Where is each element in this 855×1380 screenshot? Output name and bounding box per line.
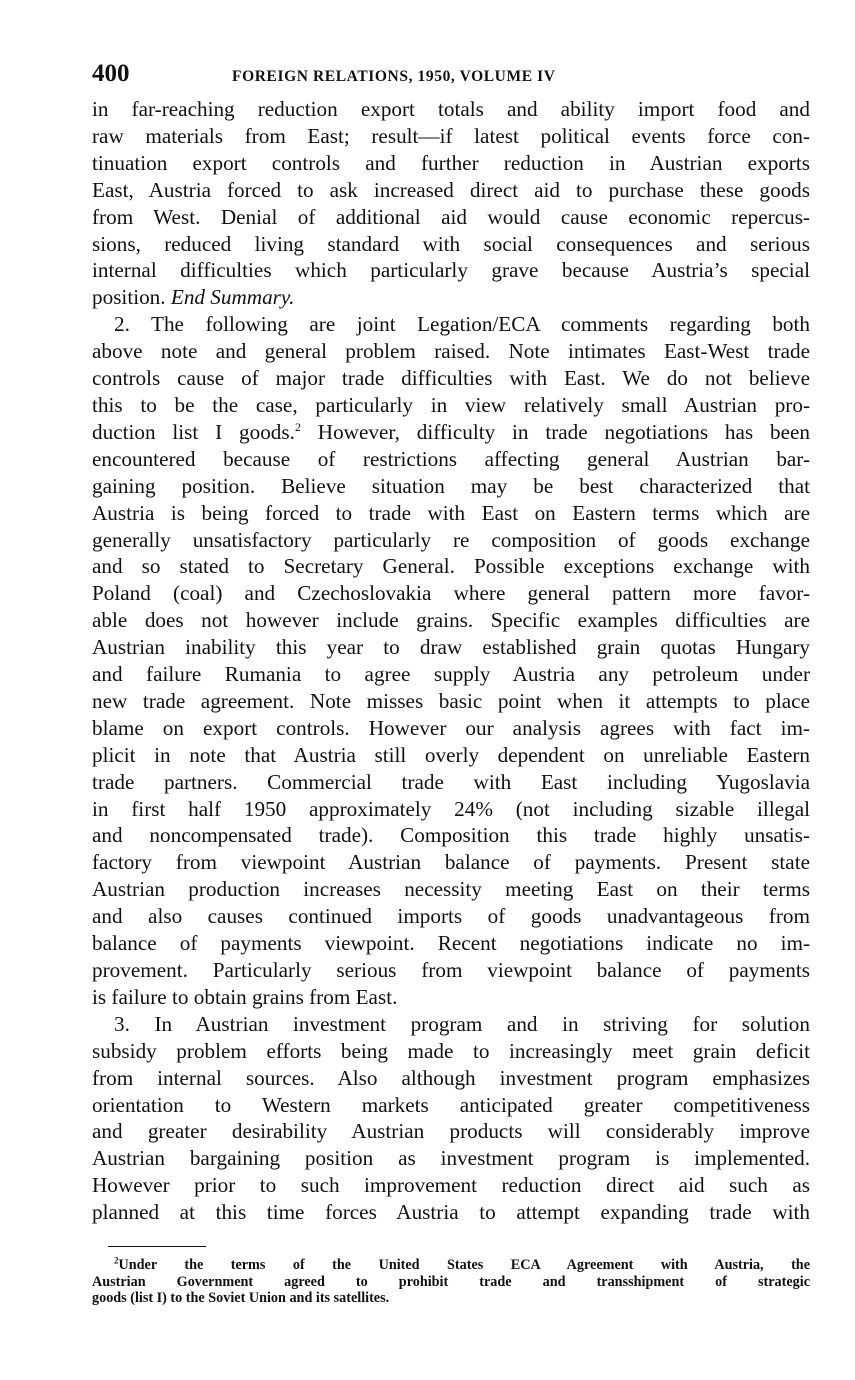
text-line: plicit in note that Austria still overly dependent on unreliable Eastern	[92, 742, 810, 767]
text-line: this to be the case, particularly in view relatively small Austrian pro-	[92, 392, 810, 417]
text-line: in first half 1950 approximately 24% (not including sizable illegal	[92, 796, 810, 821]
text-line	[92, 284, 810, 311]
text-line: However prior to such improvement reduction direct aid such as	[92, 1173, 810, 1198]
text-line: and failure Rumania to agree supply Austria any petroleum under	[92, 662, 810, 687]
text-line: Austrian production increases necessity meeting East on their terms	[92, 877, 810, 902]
text-line: subsidy problem efforts being made to increasingly meet grain deficit	[92, 1038, 810, 1063]
text-line: and greater desirability Austrian products will considerably improve	[92, 1119, 810, 1144]
paragraph-2	[92, 311, 810, 1011]
text-line: gaining position. Believe situation may be best characterized that	[92, 473, 810, 498]
text-line: trade partners. Commercial trade with East including Yugoslavia	[92, 769, 810, 794]
text-line: orientation to Western markets anticipated greater competitiveness	[92, 1092, 810, 1117]
footnote-line: goods (list I) to the Soviet Union and its satellites.	[92, 1290, 390, 1307]
text-line: internal difficulties which particularly grave because Austria’s special	[92, 258, 810, 283]
footnote-mark: 2	[114, 1255, 119, 1266]
text-line: East, Austria forced to ask increased direct aid to purchase these goods	[92, 177, 810, 202]
footnote-line	[92, 1257, 810, 1274]
text-line: Poland (coal) and Czechoslovakia where general pattern more favor-	[92, 581, 810, 606]
text-line: and so stated to Secretary General. Possible exceptions exchange with	[92, 554, 810, 579]
text-line: Austria is being forced to trade with East on Eastern terms which are	[92, 500, 810, 525]
text-line: new trade agreement. Note misses basic point when it attempts to place	[92, 688, 810, 713]
text-segment: Under the terms of the United States ECA Agreement with Austria, the	[118, 1257, 810, 1274]
text-line: raw materials from East; result—if latest political events force con-	[92, 123, 810, 148]
page-number: 400	[92, 60, 130, 87]
text-segment: duction list I goods.	[92, 419, 295, 444]
footnote	[92, 1257, 810, 1307]
running-title: FOREIGN RELATIONS, 1950, VOLUME IV	[232, 68, 556, 85]
end-summary-label: End Summary.	[170, 285, 295, 310]
text-line: encountered because of restrictions affecting general Austrian bar-	[92, 446, 810, 471]
text-line: blame on export controls. However our analysis agrees with fact im-	[92, 715, 810, 740]
text-line: 2. The following are joint Legation/ECA comments regarding both	[114, 312, 810, 337]
text-line: sions, reduced living standard with social consequences and serious	[92, 231, 810, 256]
text-segment: position.	[92, 285, 171, 310]
footnote-reference[interactable]: 2	[294, 419, 301, 434]
text-line: controls cause of major trade difficulties with East. We do not believe	[92, 366, 810, 391]
text-line	[92, 419, 810, 446]
text-line: Austrian bargaining position as investment program is implemented.	[92, 1146, 810, 1171]
text-line: and also causes continued imports of goods unadvantageous from	[92, 904, 810, 929]
body-text	[92, 96, 810, 1226]
text-line: is failure to obtain grains from East.	[92, 984, 398, 1009]
running-head	[92, 60, 810, 96]
footnote-line: Austrian Government agreed to prohibit trade and transshipment of strategic	[92, 1273, 810, 1290]
text-line: tinuation export controls and further reduction in Austrian exports	[92, 150, 810, 175]
text-line: provement. Particularly serious from viewpoint balance of payments	[92, 958, 810, 982]
text-line: from internal sources. Also although investment program emphasizes	[92, 1065, 810, 1090]
text-line: balance of payments viewpoint. Recent negotiations indicate no im-	[92, 931, 810, 956]
document-page	[92, 60, 810, 1307]
text-line: and noncompensated trade). Composition this trade highly unsatis-	[92, 823, 810, 848]
text-line: Austrian inability this year to draw established grain quotas Hungary	[92, 635, 810, 660]
text-line: able does not however include grains. Specific examples difficulties are	[92, 608, 810, 633]
text-segment: However, difficulty in trade negotiations has been	[300, 419, 810, 444]
paragraph-continuation	[92, 96, 810, 311]
text-line: generally unsatisfactory particularly re composition of goods exchange	[92, 527, 810, 552]
text-line: factory from viewpoint Austrian balance of payments. Present state	[92, 850, 810, 875]
text-line: 3. In Austrian investment program and in striving for solution	[114, 1011, 810, 1036]
text-line: in far-reaching reduction export totals and ability import food and	[92, 97, 810, 121]
text-line: from West. Denial of additional aid would cause economic repercus-	[92, 204, 810, 229]
text-line: above note and general problem raised. Note intimates East-West trade	[92, 339, 810, 364]
text-line: planned at this time forces Austria to attempt expanding trade with	[92, 1200, 810, 1225]
footnote-divider	[108, 1246, 206, 1247]
paragraph-3	[92, 1011, 810, 1226]
